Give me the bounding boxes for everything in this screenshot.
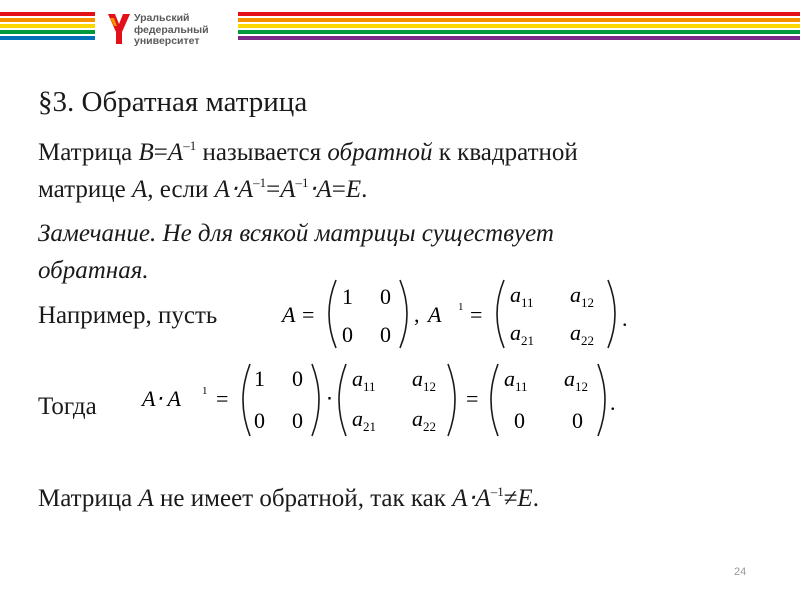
formula1-end: .	[622, 306, 628, 331]
formula2-m21: 0	[254, 408, 265, 433]
formula2-paren2-left	[339, 364, 346, 436]
stripe-yellow-right	[238, 24, 800, 28]
formula2-a12: $a_{12}$	[412, 366, 436, 394]
stripe-orange-right	[238, 18, 800, 22]
formula1-a11: $a_{11}$	[510, 282, 534, 310]
university-line-3: университет	[134, 35, 200, 47]
formula2-a21: $a_{21}$	[352, 406, 376, 434]
formula2-sup: 1	[202, 385, 208, 397]
formula1-a22: $a_{22}$	[570, 320, 594, 348]
formula2-m11: 1	[254, 366, 265, 391]
remark-line-1: Замечание. Не для всякой матрицы существует	[38, 220, 554, 247]
stripe-green	[0, 30, 95, 34]
stripe-blue	[0, 36, 95, 40]
page-number: 24	[734, 566, 747, 578]
formula2-paren3-left	[491, 364, 498, 436]
conclusion-line: Матрица A не имеет обратной, так как $A\cdot A^{-1}\ne E$.	[38, 484, 539, 512]
stripe-red	[0, 12, 95, 16]
definition-line-2: матрице A, если $A\cdot A^{-1}=A^{-1}\cdot A=E$.	[38, 175, 368, 203]
formula2-r22: 0	[572, 408, 583, 433]
stripe-green-right	[238, 30, 800, 34]
slide-header	[0, 0, 800, 60]
formula2-eq2: =	[466, 386, 479, 411]
definition-line-1: Матрица $B=A^{-1}$ называется обратной к квадратной	[38, 138, 578, 166]
university-name	[134, 13, 209, 48]
stripe-red-right	[238, 12, 800, 16]
formula1-a21: $a_{21}$	[510, 320, 534, 348]
formula1-sup: 1	[458, 301, 464, 313]
formula1-eq: =	[302, 302, 315, 327]
stripe-orange	[0, 18, 95, 22]
formula1-a12: $a_{12}$	[570, 282, 594, 310]
formula2-end: .	[610, 390, 616, 415]
formula1-comma: ,	[414, 302, 420, 327]
formula2-r12: $a_{12}$	[564, 366, 588, 394]
formula2-r11: $a_{11}$	[504, 366, 528, 394]
formula-matrix-definition	[278, 276, 638, 352]
formula1-m22: 0	[380, 322, 391, 347]
slide-title: §3. Обратная матрица	[38, 86, 308, 118]
formula1-paren2-right	[608, 280, 615, 348]
formula2-dot: ⋅	[326, 386, 333, 411]
then-label: Тогда	[38, 393, 97, 420]
formula2-a11: $a_{11}$	[352, 366, 376, 394]
formula-product	[136, 360, 626, 440]
formula2-r21: 0	[514, 408, 525, 433]
example-label: Например, пусть	[38, 302, 218, 329]
remark-line-2: обратная.	[38, 257, 149, 284]
formula2-lhs: A⋅ A	[142, 386, 181, 411]
formula1-paren-left	[329, 280, 336, 348]
formula2-a22: $a_{22}$	[412, 406, 436, 434]
formula1-m11: 1	[342, 284, 353, 309]
formula1-A: A	[282, 302, 296, 327]
formula2-m12: 0	[292, 366, 303, 391]
formula1-paren2-left	[497, 280, 504, 348]
formula1-paren-right	[400, 280, 407, 348]
formula2-m22: 0	[292, 408, 303, 433]
university-logo-icon	[106, 12, 132, 46]
formula1-m12: 0	[380, 284, 391, 309]
stripe-yellow	[0, 24, 95, 28]
formula2-paren2-right	[448, 364, 455, 436]
formula1-Ainv: A	[428, 302, 442, 327]
left-stripes	[0, 12, 95, 40]
right-stripes	[238, 12, 800, 40]
formula2-paren1-right	[312, 364, 319, 436]
stripe-purple-right	[238, 36, 800, 40]
formula1-eq2: =	[470, 302, 483, 327]
formula2-paren3-right	[598, 364, 605, 436]
formula1-m21: 0	[342, 322, 353, 347]
university-line-2: федеральный	[134, 23, 209, 36]
university-line-1: Уральский	[134, 12, 190, 24]
formula2-paren1-left	[243, 364, 250, 436]
formula2-eq: =	[216, 386, 229, 411]
